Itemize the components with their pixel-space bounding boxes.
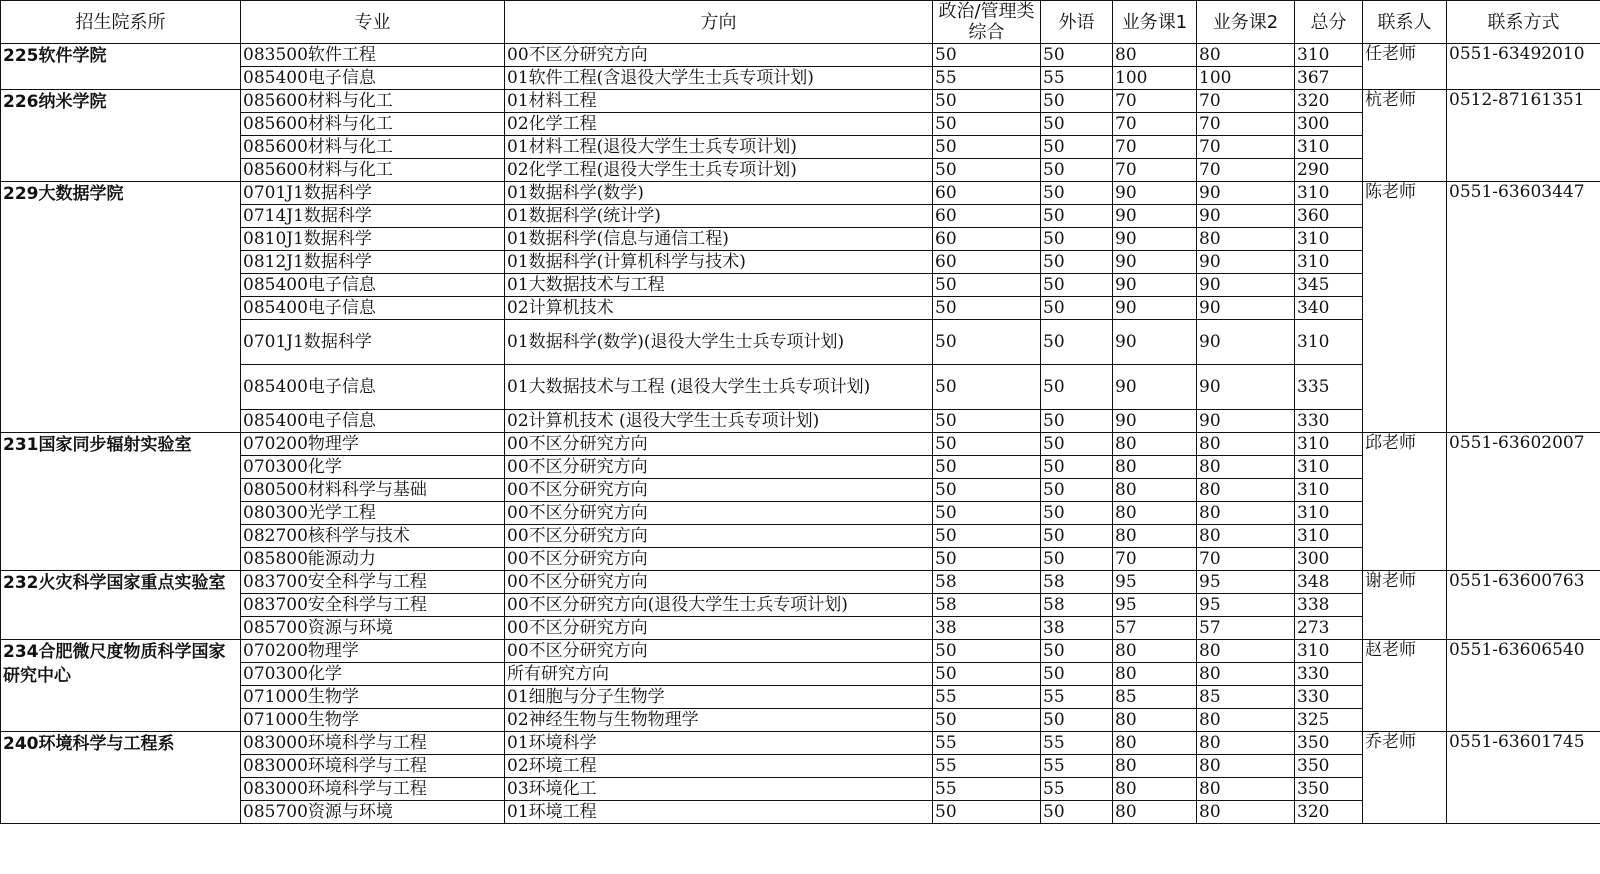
dept-cell: 229大数据学院 (1, 182, 241, 433)
phone-cell: 0512-87161351 (1447, 90, 1600, 182)
politics-score-cell: 55 (933, 686, 1041, 709)
course1-score-cell: 70 (1113, 113, 1197, 136)
course1-score-cell: 70 (1113, 136, 1197, 159)
course1-score-cell: 80 (1113, 778, 1197, 801)
major-cell: 080500材料科学与基础 (241, 479, 505, 502)
total-score-cell: 350 (1295, 778, 1363, 801)
foreign-score-cell: 58 (1041, 594, 1113, 617)
course1-score-cell: 80 (1113, 525, 1197, 548)
direction-cell: 01数据科学(信息与通信工程) (505, 228, 933, 251)
politics-score-cell: 50 (933, 159, 1041, 182)
major-cell: 083700安全科学与工程 (241, 571, 505, 594)
major-cell: 083000环境科学与工程 (241, 732, 505, 755)
foreign-score-cell: 50 (1041, 640, 1113, 663)
major-cell: 085700资源与环境 (241, 617, 505, 640)
course1-score-cell: 80 (1113, 801, 1197, 824)
course2-score-cell: 80 (1197, 640, 1295, 663)
foreign-score-cell: 50 (1041, 709, 1113, 732)
major-cell: 083700安全科学与工程 (241, 594, 505, 617)
total-score-cell: 330 (1295, 686, 1363, 709)
total-score-cell: 310 (1295, 433, 1363, 456)
politics-score-cell: 50 (933, 479, 1041, 502)
table-row (1, 113, 1600, 136)
course1-score-cell: 80 (1113, 709, 1197, 732)
total-score-cell: 310 (1295, 525, 1363, 548)
table-row (1, 686, 1600, 709)
politics-score-cell: 50 (933, 801, 1041, 824)
foreign-score-cell: 58 (1041, 571, 1113, 594)
header-dept: 招生院系所 (1, 1, 241, 44)
major-cell: 085800能源动力 (241, 548, 505, 571)
politics-score-cell: 50 (933, 113, 1041, 136)
major-cell: 071000生物学 (241, 709, 505, 732)
table-row (1, 571, 1600, 594)
table-row (1, 136, 1600, 159)
header-contact: 联系人 (1363, 1, 1447, 44)
course1-score-cell: 70 (1113, 548, 1197, 571)
header-row (1, 1, 1600, 44)
major-cell: 083500软件工程 (241, 44, 505, 67)
direction-cell: 所有研究方向 (505, 663, 933, 686)
course1-score-cell: 90 (1113, 205, 1197, 228)
course2-score-cell: 90 (1197, 251, 1295, 274)
major-cell: 082700核科学与技术 (241, 525, 505, 548)
major-cell: 085400电子信息 (241, 365, 505, 410)
contact-cell: 赵老师 (1363, 640, 1447, 732)
major-cell: 085400电子信息 (241, 410, 505, 433)
major-cell: 085600材料与化工 (241, 159, 505, 182)
direction-cell: 01软件工程(含退役大学生士兵专项计划) (505, 67, 933, 90)
course1-score-cell: 90 (1113, 251, 1197, 274)
foreign-score-cell: 55 (1041, 778, 1113, 801)
foreign-score-cell: 50 (1041, 548, 1113, 571)
politics-score-cell: 50 (933, 548, 1041, 571)
course2-score-cell: 70 (1197, 113, 1295, 136)
foreign-score-cell: 50 (1041, 365, 1113, 410)
course1-score-cell: 70 (1113, 90, 1197, 113)
course2-score-cell: 90 (1197, 182, 1295, 205)
table-row (1, 525, 1600, 548)
foreign-score-cell: 50 (1041, 159, 1113, 182)
course1-score-cell: 80 (1113, 433, 1197, 456)
table-row (1, 617, 1600, 640)
politics-score-cell: 50 (933, 297, 1041, 320)
total-score-cell: 310 (1295, 44, 1363, 67)
foreign-score-cell: 55 (1041, 732, 1113, 755)
table-row (1, 801, 1600, 824)
table-row (1, 479, 1600, 502)
direction-cell: 01材料工程(退役大学生士兵专项计划) (505, 136, 933, 159)
contact-cell: 谢老师 (1363, 571, 1447, 640)
header-major: 专业 (241, 1, 505, 44)
total-score-cell: 300 (1295, 548, 1363, 571)
course2-score-cell: 80 (1197, 44, 1295, 67)
course1-score-cell: 85 (1113, 686, 1197, 709)
direction-cell: 00不区分研究方向 (505, 44, 933, 67)
major-cell: 0701J1数据科学 (241, 182, 505, 205)
table-row (1, 67, 1600, 90)
total-score-cell: 335 (1295, 365, 1363, 410)
foreign-score-cell: 50 (1041, 410, 1113, 433)
course2-score-cell: 70 (1197, 90, 1295, 113)
foreign-score-cell: 50 (1041, 320, 1113, 365)
table-row (1, 548, 1600, 571)
direction-cell: 00不区分研究方向(退役大学生士兵专项计划) (505, 594, 933, 617)
phone-cell: 0551-63601745 (1447, 732, 1600, 824)
major-cell: 0812J1数据科学 (241, 251, 505, 274)
table-row (1, 274, 1600, 297)
foreign-score-cell: 50 (1041, 228, 1113, 251)
table-row (1, 502, 1600, 525)
course2-score-cell: 80 (1197, 479, 1295, 502)
phone-cell: 0551-63606540 (1447, 640, 1600, 732)
politics-score-cell: 55 (933, 778, 1041, 801)
politics-score-cell: 50 (933, 663, 1041, 686)
politics-score-cell: 50 (933, 709, 1041, 732)
course1-score-cell: 80 (1113, 479, 1197, 502)
politics-score-cell: 55 (933, 755, 1041, 778)
foreign-score-cell: 55 (1041, 755, 1113, 778)
direction-cell: 02计算机技术 (505, 297, 933, 320)
politics-score-cell: 60 (933, 205, 1041, 228)
direction-cell: 02化学工程(退役大学生士兵专项计划) (505, 159, 933, 182)
course2-score-cell: 70 (1197, 548, 1295, 571)
header-course1: 业务课1 (1113, 1, 1197, 44)
direction-cell: 01大数据技术与工程 (505, 274, 933, 297)
course1-score-cell: 80 (1113, 640, 1197, 663)
total-score-cell: 310 (1295, 640, 1363, 663)
total-score-cell: 330 (1295, 410, 1363, 433)
foreign-score-cell: 50 (1041, 433, 1113, 456)
direction-cell: 00不区分研究方向 (505, 433, 933, 456)
major-cell: 085400电子信息 (241, 274, 505, 297)
header-politics: 政治/管理类综合 (933, 1, 1041, 44)
direction-cell: 01材料工程 (505, 90, 933, 113)
course1-score-cell: 70 (1113, 159, 1197, 182)
total-score-cell: 340 (1295, 297, 1363, 320)
major-cell: 085700资源与环境 (241, 801, 505, 824)
foreign-score-cell: 50 (1041, 456, 1113, 479)
course2-score-cell: 80 (1197, 732, 1295, 755)
total-score-cell: 345 (1295, 274, 1363, 297)
foreign-score-cell: 50 (1041, 274, 1113, 297)
course1-score-cell: 80 (1113, 456, 1197, 479)
course1-score-cell: 80 (1113, 732, 1197, 755)
dept-cell: 232火灾科学国家重点实验室 (1, 571, 241, 640)
total-score-cell: 290 (1295, 159, 1363, 182)
course2-score-cell: 70 (1197, 159, 1295, 182)
course2-score-cell: 57 (1197, 617, 1295, 640)
course1-score-cell: 57 (1113, 617, 1197, 640)
foreign-score-cell: 50 (1041, 801, 1113, 824)
course2-score-cell: 80 (1197, 433, 1295, 456)
course1-score-cell: 80 (1113, 755, 1197, 778)
politics-score-cell: 55 (933, 67, 1041, 90)
phone-cell: 0551-63603447 (1447, 182, 1600, 433)
table-row (1, 159, 1600, 182)
major-cell: 070200物理学 (241, 433, 505, 456)
course2-score-cell: 80 (1197, 456, 1295, 479)
major-cell: 0810J1数据科学 (241, 228, 505, 251)
foreign-score-cell: 55 (1041, 67, 1113, 90)
course1-score-cell: 90 (1113, 274, 1197, 297)
major-cell: 085600材料与化工 (241, 136, 505, 159)
course1-score-cell: 95 (1113, 594, 1197, 617)
course1-score-cell: 95 (1113, 571, 1197, 594)
politics-score-cell: 58 (933, 571, 1041, 594)
major-cell: 0701J1数据科学 (241, 320, 505, 365)
course2-score-cell: 90 (1197, 410, 1295, 433)
total-score-cell: 320 (1295, 801, 1363, 824)
contact-cell: 邱老师 (1363, 433, 1447, 571)
course2-score-cell: 80 (1197, 663, 1295, 686)
major-cell: 070300化学 (241, 663, 505, 686)
table-row (1, 297, 1600, 320)
foreign-score-cell: 50 (1041, 136, 1113, 159)
direction-cell: 00不区分研究方向 (505, 640, 933, 663)
total-score-cell: 310 (1295, 251, 1363, 274)
direction-cell: 02神经生物与生物物理学 (505, 709, 933, 732)
course2-score-cell: 85 (1197, 686, 1295, 709)
contact-cell: 乔老师 (1363, 732, 1447, 824)
politics-score-cell: 60 (933, 182, 1041, 205)
table-row (1, 320, 1600, 365)
contact-cell: 任老师 (1363, 44, 1447, 90)
direction-cell: 02化学工程 (505, 113, 933, 136)
total-score-cell: 300 (1295, 113, 1363, 136)
politics-score-cell: 60 (933, 228, 1041, 251)
table-row (1, 251, 1600, 274)
course2-score-cell: 95 (1197, 571, 1295, 594)
total-score-cell: 330 (1295, 663, 1363, 686)
total-score-cell: 325 (1295, 709, 1363, 732)
total-score-cell: 367 (1295, 67, 1363, 90)
total-score-cell: 310 (1295, 320, 1363, 365)
total-score-cell: 310 (1295, 479, 1363, 502)
direction-cell: 01数据科学(数学) (505, 182, 933, 205)
direction-cell: 00不区分研究方向 (505, 502, 933, 525)
course1-score-cell: 90 (1113, 297, 1197, 320)
course1-score-cell: 90 (1113, 365, 1197, 410)
table-row (1, 90, 1600, 113)
table-row (1, 755, 1600, 778)
politics-score-cell: 50 (933, 410, 1041, 433)
course1-score-cell: 80 (1113, 663, 1197, 686)
politics-score-cell: 50 (933, 136, 1041, 159)
politics-score-cell: 60 (933, 251, 1041, 274)
phone-cell: 0551-63600763 (1447, 571, 1600, 640)
table-row (1, 732, 1600, 755)
course2-score-cell: 90 (1197, 365, 1295, 410)
course1-score-cell: 90 (1113, 410, 1197, 433)
course1-score-cell: 100 (1113, 67, 1197, 90)
major-cell: 080300光学工程 (241, 502, 505, 525)
table-row (1, 182, 1600, 205)
table-row (1, 205, 1600, 228)
foreign-score-cell: 50 (1041, 502, 1113, 525)
foreign-score-cell: 50 (1041, 182, 1113, 205)
politics-score-cell: 38 (933, 617, 1041, 640)
dept-cell: 234合肥微尺度物质科学国家研究中心 (1, 640, 241, 732)
table-row (1, 663, 1600, 686)
total-score-cell: 320 (1295, 90, 1363, 113)
major-cell: 083000环境科学与工程 (241, 755, 505, 778)
course2-score-cell: 70 (1197, 136, 1295, 159)
politics-score-cell: 50 (933, 274, 1041, 297)
politics-score-cell: 50 (933, 502, 1041, 525)
major-cell: 085600材料与化工 (241, 90, 505, 113)
table-row (1, 433, 1600, 456)
course2-score-cell: 80 (1197, 709, 1295, 732)
phone-cell: 0551-63492010 (1447, 44, 1600, 90)
direction-cell: 00不区分研究方向 (505, 525, 933, 548)
politics-score-cell: 50 (933, 640, 1041, 663)
contact-cell: 陈老师 (1363, 182, 1447, 433)
direction-cell: 00不区分研究方向 (505, 571, 933, 594)
header-phone: 联系方式 (1447, 1, 1600, 44)
major-cell: 071000生物学 (241, 686, 505, 709)
major-cell: 085400电子信息 (241, 297, 505, 320)
dept-cell: 240环境科学与工程系 (1, 732, 241, 824)
major-cell: 085400电子信息 (241, 67, 505, 90)
foreign-score-cell: 50 (1041, 251, 1113, 274)
table-row (1, 640, 1600, 663)
direction-cell: 02环境工程 (505, 755, 933, 778)
course2-score-cell: 80 (1197, 228, 1295, 251)
direction-cell: 03环境化工 (505, 778, 933, 801)
course2-score-cell: 80 (1197, 801, 1295, 824)
foreign-score-cell: 38 (1041, 617, 1113, 640)
dept-cell: 226纳米学院 (1, 90, 241, 182)
header-total: 总分 (1295, 1, 1363, 44)
foreign-score-cell: 50 (1041, 525, 1113, 548)
direction-cell: 01数据科学(计算机科学与技术) (505, 251, 933, 274)
direction-cell: 01环境科学 (505, 732, 933, 755)
total-score-cell: 348 (1295, 571, 1363, 594)
table-row (1, 410, 1600, 433)
course2-score-cell: 80 (1197, 525, 1295, 548)
politics-score-cell: 50 (933, 44, 1041, 67)
course2-score-cell: 80 (1197, 755, 1295, 778)
direction-cell: 02计算机技术 (退役大学生士兵专项计划) (505, 410, 933, 433)
course2-score-cell: 100 (1197, 67, 1295, 90)
foreign-score-cell: 50 (1041, 297, 1113, 320)
foreign-score-cell: 50 (1041, 663, 1113, 686)
course2-score-cell: 90 (1197, 297, 1295, 320)
course2-score-cell: 90 (1197, 205, 1295, 228)
course1-score-cell: 90 (1113, 228, 1197, 251)
header-course2: 业务课2 (1197, 1, 1295, 44)
major-cell: 070300化学 (241, 456, 505, 479)
header-foreign: 外语 (1041, 1, 1113, 44)
course2-score-cell: 90 (1197, 274, 1295, 297)
foreign-score-cell: 50 (1041, 90, 1113, 113)
dept-cell: 231国家同步辐射实验室 (1, 433, 241, 571)
table-row (1, 365, 1600, 410)
total-score-cell: 310 (1295, 182, 1363, 205)
foreign-score-cell: 50 (1041, 44, 1113, 67)
politics-score-cell: 50 (933, 433, 1041, 456)
table-row (1, 778, 1600, 801)
foreign-score-cell: 50 (1041, 479, 1113, 502)
foreign-score-cell: 55 (1041, 686, 1113, 709)
total-score-cell: 310 (1295, 136, 1363, 159)
foreign-score-cell: 50 (1041, 113, 1113, 136)
direction-cell: 00不区分研究方向 (505, 617, 933, 640)
direction-cell: 00不区分研究方向 (505, 548, 933, 571)
course1-score-cell: 90 (1113, 320, 1197, 365)
total-score-cell: 350 (1295, 732, 1363, 755)
course1-score-cell: 80 (1113, 502, 1197, 525)
table-row (1, 228, 1600, 251)
direction-cell: 01大数据技术与工程 (退役大学生士兵专项计划) (505, 365, 933, 410)
direction-cell: 00不区分研究方向 (505, 479, 933, 502)
dept-cell: 225软件学院 (1, 44, 241, 90)
politics-score-cell: 50 (933, 90, 1041, 113)
major-cell: 085600材料与化工 (241, 113, 505, 136)
course2-score-cell: 95 (1197, 594, 1295, 617)
politics-score-cell: 50 (933, 365, 1041, 410)
course1-score-cell: 80 (1113, 44, 1197, 67)
total-score-cell: 310 (1295, 228, 1363, 251)
table-row (1, 456, 1600, 479)
contact-cell: 杭老师 (1363, 90, 1447, 182)
total-score-cell: 360 (1295, 205, 1363, 228)
direction-cell: 01数据科学(统计学) (505, 205, 933, 228)
phone-cell: 0551-63602007 (1447, 433, 1600, 571)
course2-score-cell: 80 (1197, 778, 1295, 801)
course2-score-cell: 80 (1197, 502, 1295, 525)
direction-cell: 01细胞与分子生物学 (505, 686, 933, 709)
total-score-cell: 310 (1295, 456, 1363, 479)
politics-score-cell: 50 (933, 525, 1041, 548)
major-cell: 0714J1数据科学 (241, 205, 505, 228)
table-body (1, 44, 1600, 824)
direction-cell: 00不区分研究方向 (505, 456, 933, 479)
politics-score-cell: 50 (933, 320, 1041, 365)
major-cell: 083000环境科学与工程 (241, 778, 505, 801)
total-score-cell: 273 (1295, 617, 1363, 640)
foreign-score-cell: 50 (1041, 205, 1113, 228)
politics-score-cell: 58 (933, 594, 1041, 617)
table-row (1, 709, 1600, 732)
politics-score-cell: 50 (933, 456, 1041, 479)
politics-score-cell: 55 (933, 732, 1041, 755)
course1-score-cell: 90 (1113, 182, 1197, 205)
table-row (1, 44, 1600, 67)
header-direction: 方向 (505, 1, 933, 44)
total-score-cell: 310 (1295, 502, 1363, 525)
major-cell: 070200物理学 (241, 640, 505, 663)
table-row (1, 594, 1600, 617)
direction-cell: 01数据科学(数学)(退役大学生士兵专项计划) (505, 320, 933, 365)
direction-cell: 01环境工程 (505, 801, 933, 824)
total-score-cell: 350 (1295, 755, 1363, 778)
total-score-cell: 338 (1295, 594, 1363, 617)
course2-score-cell: 90 (1197, 320, 1295, 365)
